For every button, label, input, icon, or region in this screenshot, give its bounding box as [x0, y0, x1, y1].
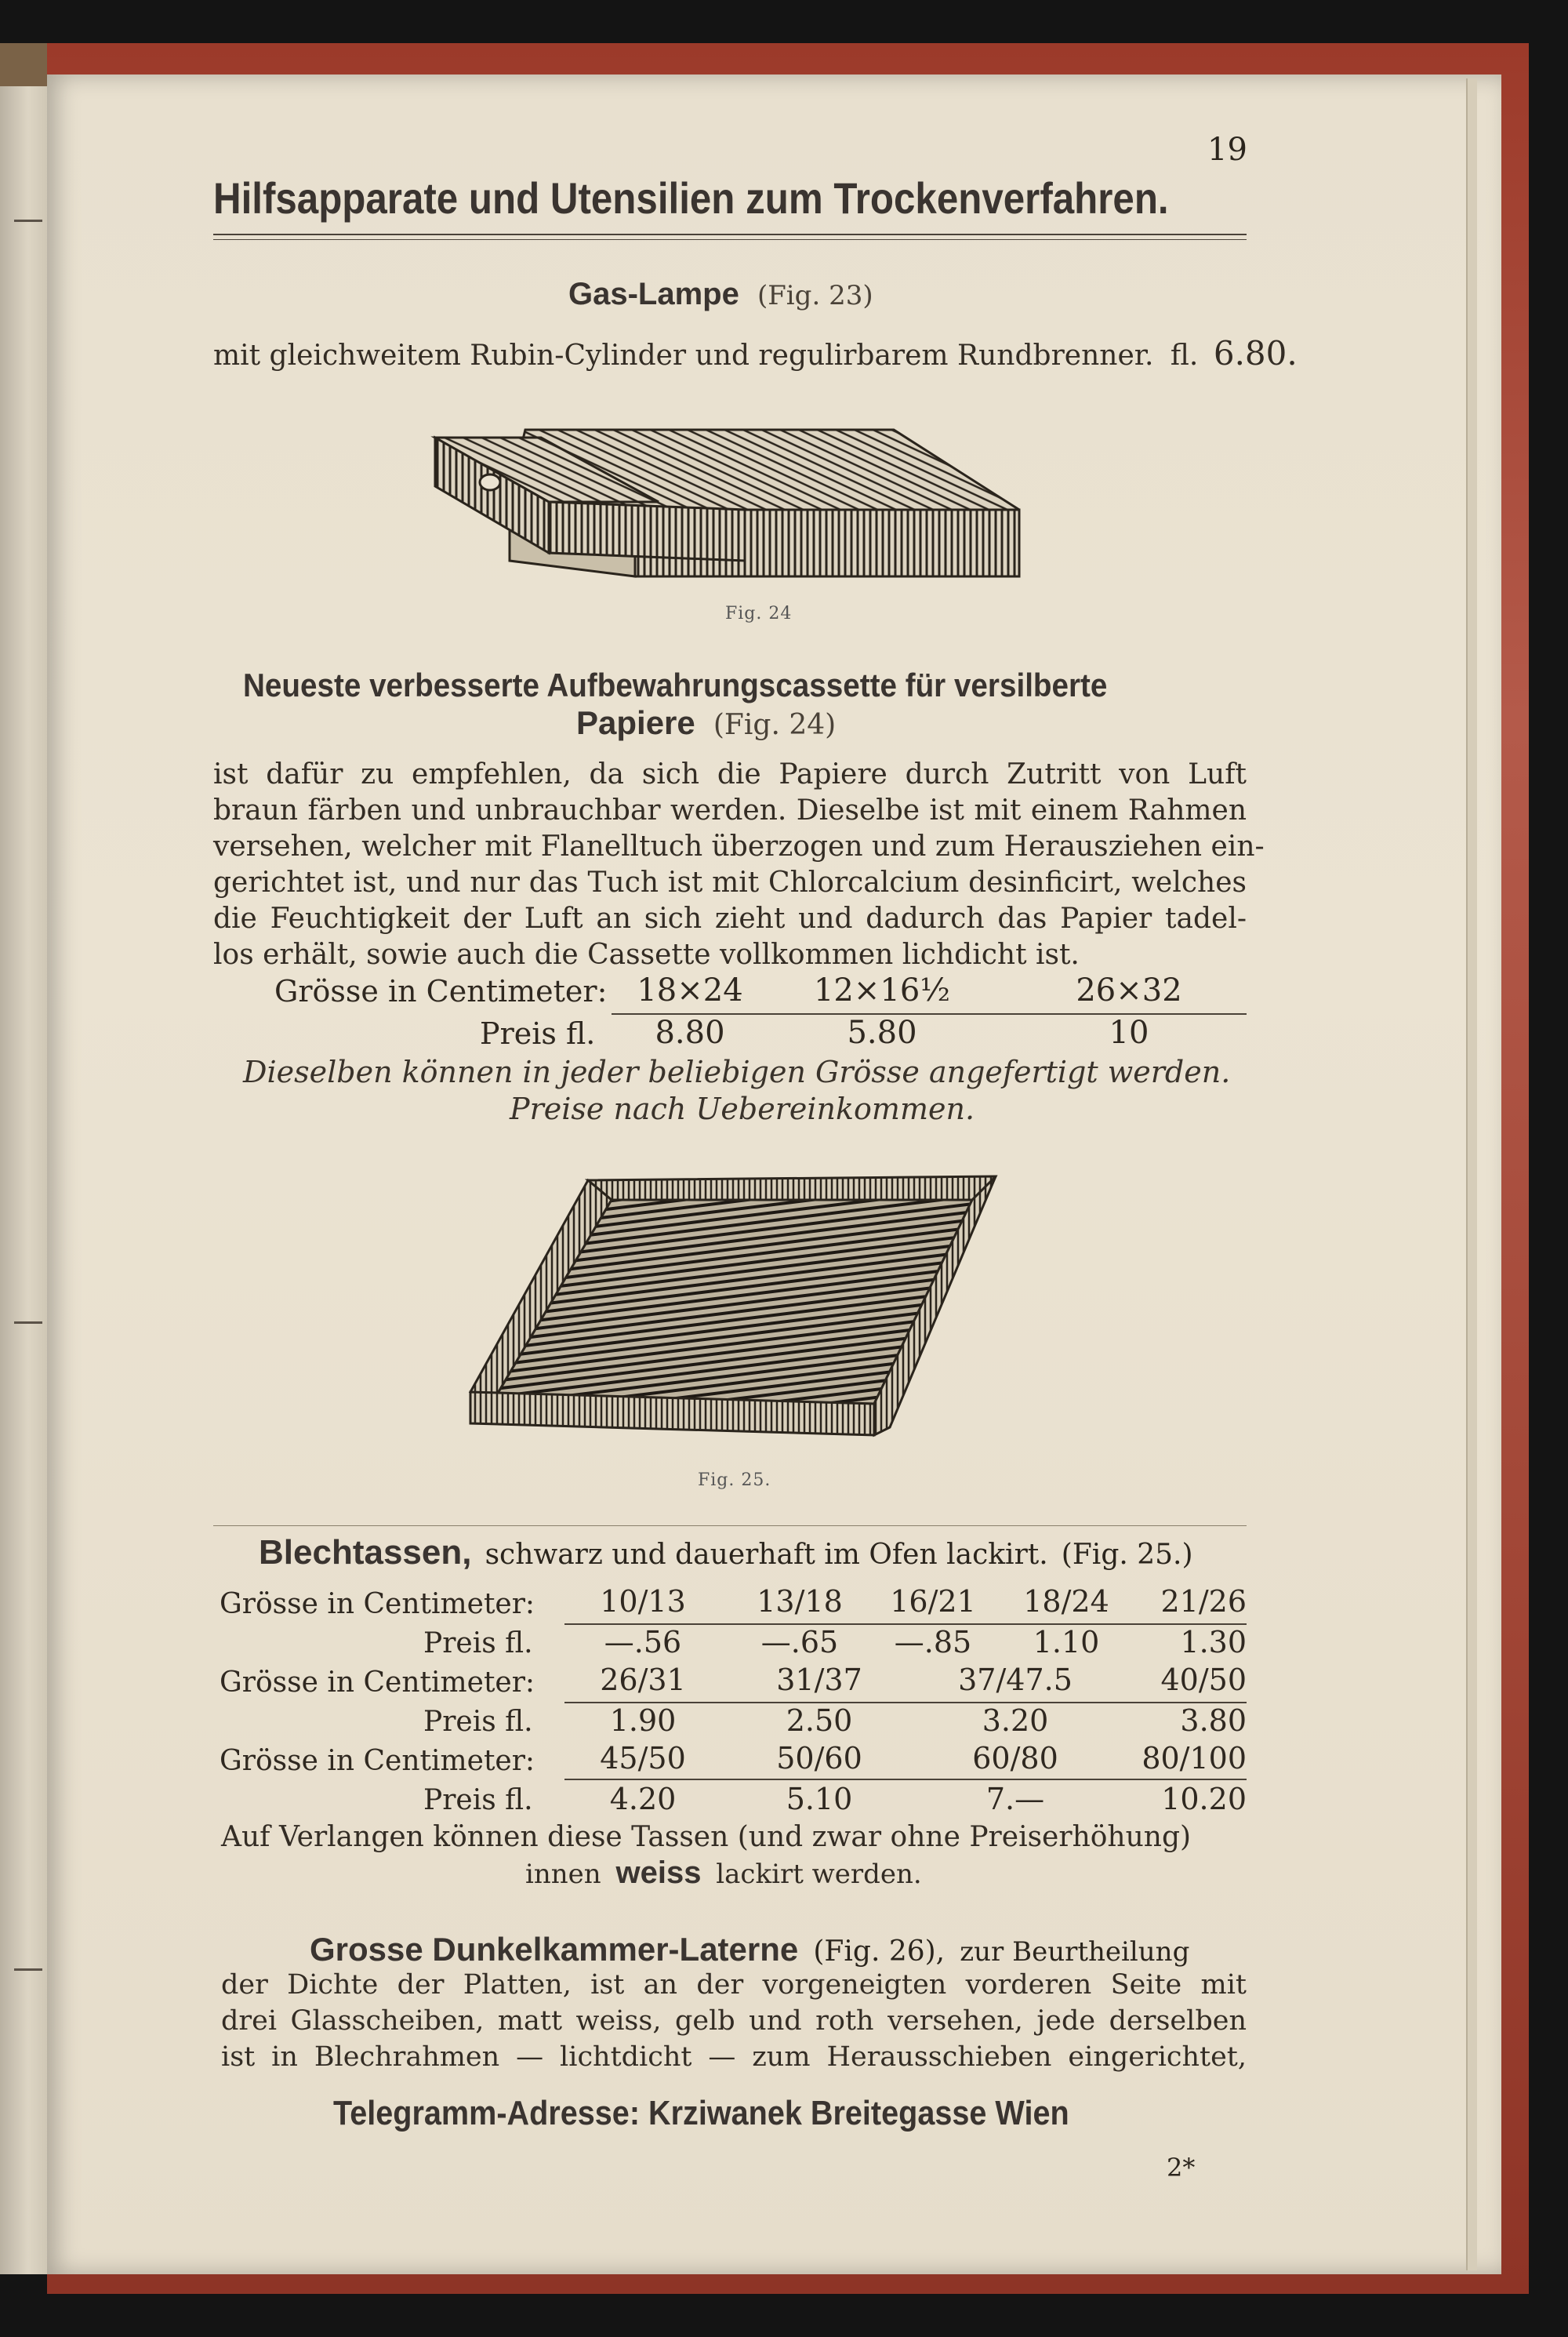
- gas-lamp-description-row: [213, 336, 1298, 374]
- cassette-size: 12×16½: [813, 972, 951, 1009]
- cassette-illustration: [423, 408, 1035, 588]
- cassette-heading-line2-row: [576, 704, 836, 742]
- trays-price: 7.—: [985, 1782, 1045, 1816]
- cassette-price: 10: [1109, 1015, 1149, 1051]
- trays-size-label: Grösse in Centimeter:: [220, 1666, 535, 1699]
- cassette-paragraph-line: ist dafür zu empfehlen, da sich die Papiere durch Zutritt von Luft: [213, 758, 1247, 791]
- gas-lamp-price: 6.80.: [1213, 334, 1298, 373]
- trays-price: 10.20: [1161, 1782, 1247, 1816]
- trays-size: 37/47.5: [958, 1663, 1073, 1697]
- gas-lamp-description: mit gleichweitem Rubin-Cylinder und regulirbarem Rundbrenner.: [213, 340, 1154, 372]
- trays-description: schwarz und dauerhaft im Ofen lackirt.: [485, 1539, 1048, 1571]
- telegram-address: Telegramm-Adresse: Krziwanek Breitegasse Wien: [333, 2094, 1069, 2132]
- trays-price: 1.90: [609, 1703, 677, 1738]
- cassette-heading-line2: Papiere: [576, 704, 695, 741]
- trays-size: 21/26: [1160, 1584, 1247, 1619]
- trays-size: 45/50: [600, 1741, 686, 1775]
- gas-lamp-heading: Gas-Lampe: [568, 277, 739, 311]
- margin-mark: [14, 1321, 42, 1324]
- trays-price: 1.30: [1180, 1625, 1247, 1659]
- trays-size: 18/24: [1023, 1584, 1109, 1619]
- trays-note-white: weiss: [615, 1855, 702, 1890]
- title-rule: [213, 234, 1247, 235]
- trays-heading-row: [259, 1533, 1193, 1572]
- trays-size: 26/31: [600, 1663, 686, 1697]
- trays-size: 60/80: [972, 1741, 1058, 1775]
- trays-size: 13/18: [757, 1584, 843, 1619]
- trays-size-label: Grösse in Centimeter:: [220, 1588, 535, 1620]
- trays-price: —.56: [604, 1625, 682, 1659]
- cassette-note-line2: Preise nach Uebereinkommen.: [510, 1092, 975, 1126]
- trays-size-label: Grösse in Centimeter:: [220, 1745, 535, 1777]
- cassette-paragraph-line: gerichtet ist, und nur das Tuch ist mit Chlorcalcium desinficirt, welches: [213, 867, 1247, 899]
- trays-note-lacquered: lackirt werden.: [716, 1859, 922, 1890]
- table-rule: [564, 1779, 1247, 1780]
- trays-price: 2.50: [786, 1703, 853, 1738]
- trays-fig-ref: (Fig. 25.): [1061, 1539, 1193, 1571]
- page-edge: [1466, 78, 1477, 2270]
- cassette-size: 18×24: [637, 972, 743, 1009]
- fig-25-caption: Fig. 25.: [698, 1470, 771, 1490]
- lantern-heading-row: [310, 1931, 1189, 1968]
- trays-size: 31/37: [776, 1663, 862, 1697]
- trays-price: 5.10: [786, 1782, 853, 1816]
- trays-price: 3.20: [982, 1703, 1049, 1738]
- margin-mark: [14, 220, 42, 222]
- gas-lamp-fig-ref: (Fig. 23): [757, 280, 873, 311]
- cassette-size-label: Grösse in Centimeter:: [274, 974, 608, 1009]
- tray-illustration: [463, 1168, 1004, 1443]
- trays-price-label: Preis fl.: [423, 1784, 533, 1816]
- cassette-price: 5.80: [847, 1015, 917, 1051]
- trays-price: —.65: [760, 1625, 839, 1659]
- lantern-line1-rest: zur Beurtheilung: [960, 1936, 1190, 1968]
- trays-note-line1: Auf Verlangen können diese Tassen (und zwar ohne Preiserhöhung): [221, 1821, 1192, 1853]
- trays-price: 4.20: [609, 1782, 677, 1816]
- trays-note-line2: [525, 1855, 922, 1892]
- cassette-size: 26×32: [1076, 972, 1182, 1009]
- trays-size: 80/100: [1142, 1741, 1247, 1775]
- lantern-line: drei Glasscheiben, matt weiss, gelb und roth versehen, jede derselben: [221, 2005, 1247, 2037]
- cassette-price-label: Preis fl.: [480, 1016, 596, 1051]
- cassette-paragraph-line: die Feuchtigkeit der Luft an sich zieht und dadurch das Papier tadel-: [213, 903, 1247, 935]
- margin-mark: [14, 1968, 42, 1971]
- cassette-paragraph-line: braun färben und unbrauchbar werden. Dieselbe ist mit einem Rahmen: [213, 794, 1247, 827]
- trays-price-label: Preis fl.: [423, 1706, 533, 1738]
- trays-price-label: Preis fl.: [423, 1627, 533, 1659]
- cassette-note-line1: Dieselben können in jeder beliebigen Grösse angefertigt werden.: [243, 1055, 1231, 1089]
- trays-size: 10/13: [600, 1584, 686, 1619]
- trays-size: 40/50: [1160, 1663, 1247, 1697]
- left-page-strip: [0, 86, 47, 2274]
- signature-mark: 2*: [1167, 2153, 1196, 2183]
- fig-24-caption: Fig. 24: [725, 604, 793, 623]
- title-rule: [213, 239, 1247, 240]
- cassette-price: 8.80: [655, 1015, 725, 1051]
- cassette-paragraph-line: versehen, welcher mit Flanelltuch überzogen und zum Herausziehen ein-: [213, 830, 1265, 863]
- trays-size: 16/21: [890, 1584, 976, 1619]
- lantern-paragraph: [221, 1967, 1247, 2075]
- cassette-fig-ref: (Fig. 24): [713, 709, 837, 741]
- trays-heading: Blechtassen,: [259, 1533, 472, 1572]
- lantern-heading: Grosse Dunkelkammer-Laterne: [310, 1931, 799, 1968]
- page-title: Hilfsapparate und Utensilien zum Trockenverfahren.: [213, 173, 1169, 223]
- cassette-heading-line1: Neueste verbesserte Aufbewahrungscassette für versilberte: [243, 667, 1108, 703]
- trays-size: 50/60: [776, 1741, 862, 1775]
- gas-lamp-heading-row: [568, 277, 873, 312]
- section-rule: [213, 1525, 1247, 1526]
- trays-price: —.85: [894, 1625, 972, 1659]
- lantern-line: ist in Blechrahmen — lichtdicht — zum Herausschieben eingerichtet,: [221, 2041, 1247, 2073]
- page-number: 19: [1207, 132, 1247, 168]
- trays-price: 3.80: [1180, 1703, 1247, 1738]
- gas-lamp-price-prefix: fl.: [1170, 340, 1199, 372]
- cassette-paragraph: [213, 757, 1265, 973]
- cassette-paragraph-line: los erhält, sowie auch die Cassette vollkommen lichdicht ist.: [213, 939, 1080, 971]
- trays-note-inside: innen: [525, 1859, 601, 1890]
- lantern-line: der Dichte der Platten, ist an der vorgeneigten vorderen Seite mit: [221, 1969, 1247, 2001]
- trays-price: 1.10: [1033, 1625, 1100, 1659]
- lantern-fig-ref: (Fig. 26),: [813, 1935, 946, 1968]
